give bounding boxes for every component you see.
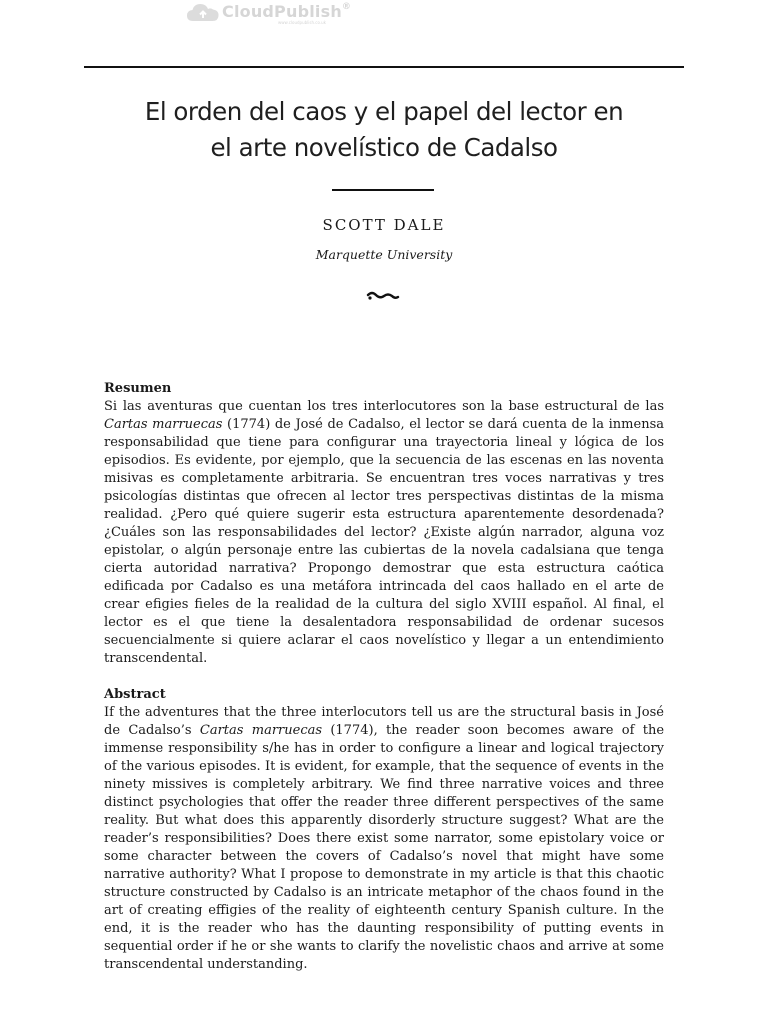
resumen-body: Si las aventuras que cuentan los tres interlocutores son la base estructural de las Cartas marruecas (1774) de José de Cadalso, el lector se dará cuenta de la inmensa responsabilidad que tiene para configurar una trayectoria lineal y lógica de los episodios. Es evidente, por ejemplo, que la secuencia de las escenas en las noventa misivas es completamente arbitraria. Se encuentran tres voces narrativas y tres psicologías distintas que ofrecen al lector tres perspectivas distintas de la misma realidad. ¿Pero qué quiere sugerir esta estructura aparentemente desordenada? ¿Cuáles son las responsabilidades del lector? ¿Existe algún narrador, alguna voz epistolar, o algún personaje entre las cubiertas de la novela cadalsiana que tenga cierta autoridad narrativa? Propongo demostrar que esta estructura caótica edificada por Cadalso es una metáfora intrincada del caos hallado en el arte de crear efigies fieles de la realidad de la cultura del siglo XVIII español. Al final, el lector es el que tiene la desalentadora responsabilidad de ordenar sucesos secuencialmente si quiere aclarar el caos novelístico y llegar a un entendimiento transcendental. bbox=[104, 399, 664, 666]
abstract-heading: Abstract bbox=[104, 687, 166, 702]
cloudpublish-watermark bbox=[186, 0, 356, 26]
abstract-italic-title: Cartas marruecas bbox=[199, 723, 323, 738]
ornament-icon bbox=[366, 291, 400, 303]
title-rule bbox=[332, 189, 434, 191]
article-title bbox=[84, 94, 684, 166]
resumen-italic-title: Cartas marruecas bbox=[104, 417, 223, 432]
author-name: SCOTT DALE bbox=[322, 216, 446, 234]
abstract-body: If the adventures that the three interlocutors tell us are the structural basis in José de Cadalso’s Cartas marruecas (1774), the reader soon becomes aware of the immense responsibility s/he has in order to configure a linear and logical trajectory of the various episodes. It is evident, for example, that the sequence of events in the ninety missives is completely arbitrary. We find three narrative voices and three distinct psychologies that offer the reader three different perspectives of the same reality. But what does this apparently disorderly structure suggest? What are the reader’s responsibilities? Does there exist some narrator, some epistolary voice or some character between the covers of Cadalso’s novel that might have some narrative authority? What I propose to demonstrate in my article is that this chaotic structure constructed by Cadalso is an intricate metaphor of the chaos found in the art of creating effigies of the reality of eighteenth century Spanish culture. In the end, it is the reader who has the daunting responsibility of putting events in sequential order if he or she wants to clarify the novelistic chaos and arrive at some transcendental understanding. bbox=[104, 705, 665, 972]
title-line-1: El orden del caos y el papel del lector en bbox=[144, 97, 624, 126]
resumen-section bbox=[104, 380, 664, 668]
watermark-brand: CloudPublish® bbox=[222, 2, 352, 21]
cloud-icon bbox=[186, 1, 220, 23]
title-line-2: el arte novelístico de Cadalso bbox=[210, 133, 558, 162]
watermark-subtitle: www.cloudpublish.co.uk bbox=[278, 20, 326, 25]
abstract-section bbox=[104, 686, 664, 974]
resumen-heading: Resumen bbox=[104, 381, 172, 396]
top-rule bbox=[84, 66, 684, 68]
author-affiliation: Marquette University bbox=[315, 247, 453, 262]
